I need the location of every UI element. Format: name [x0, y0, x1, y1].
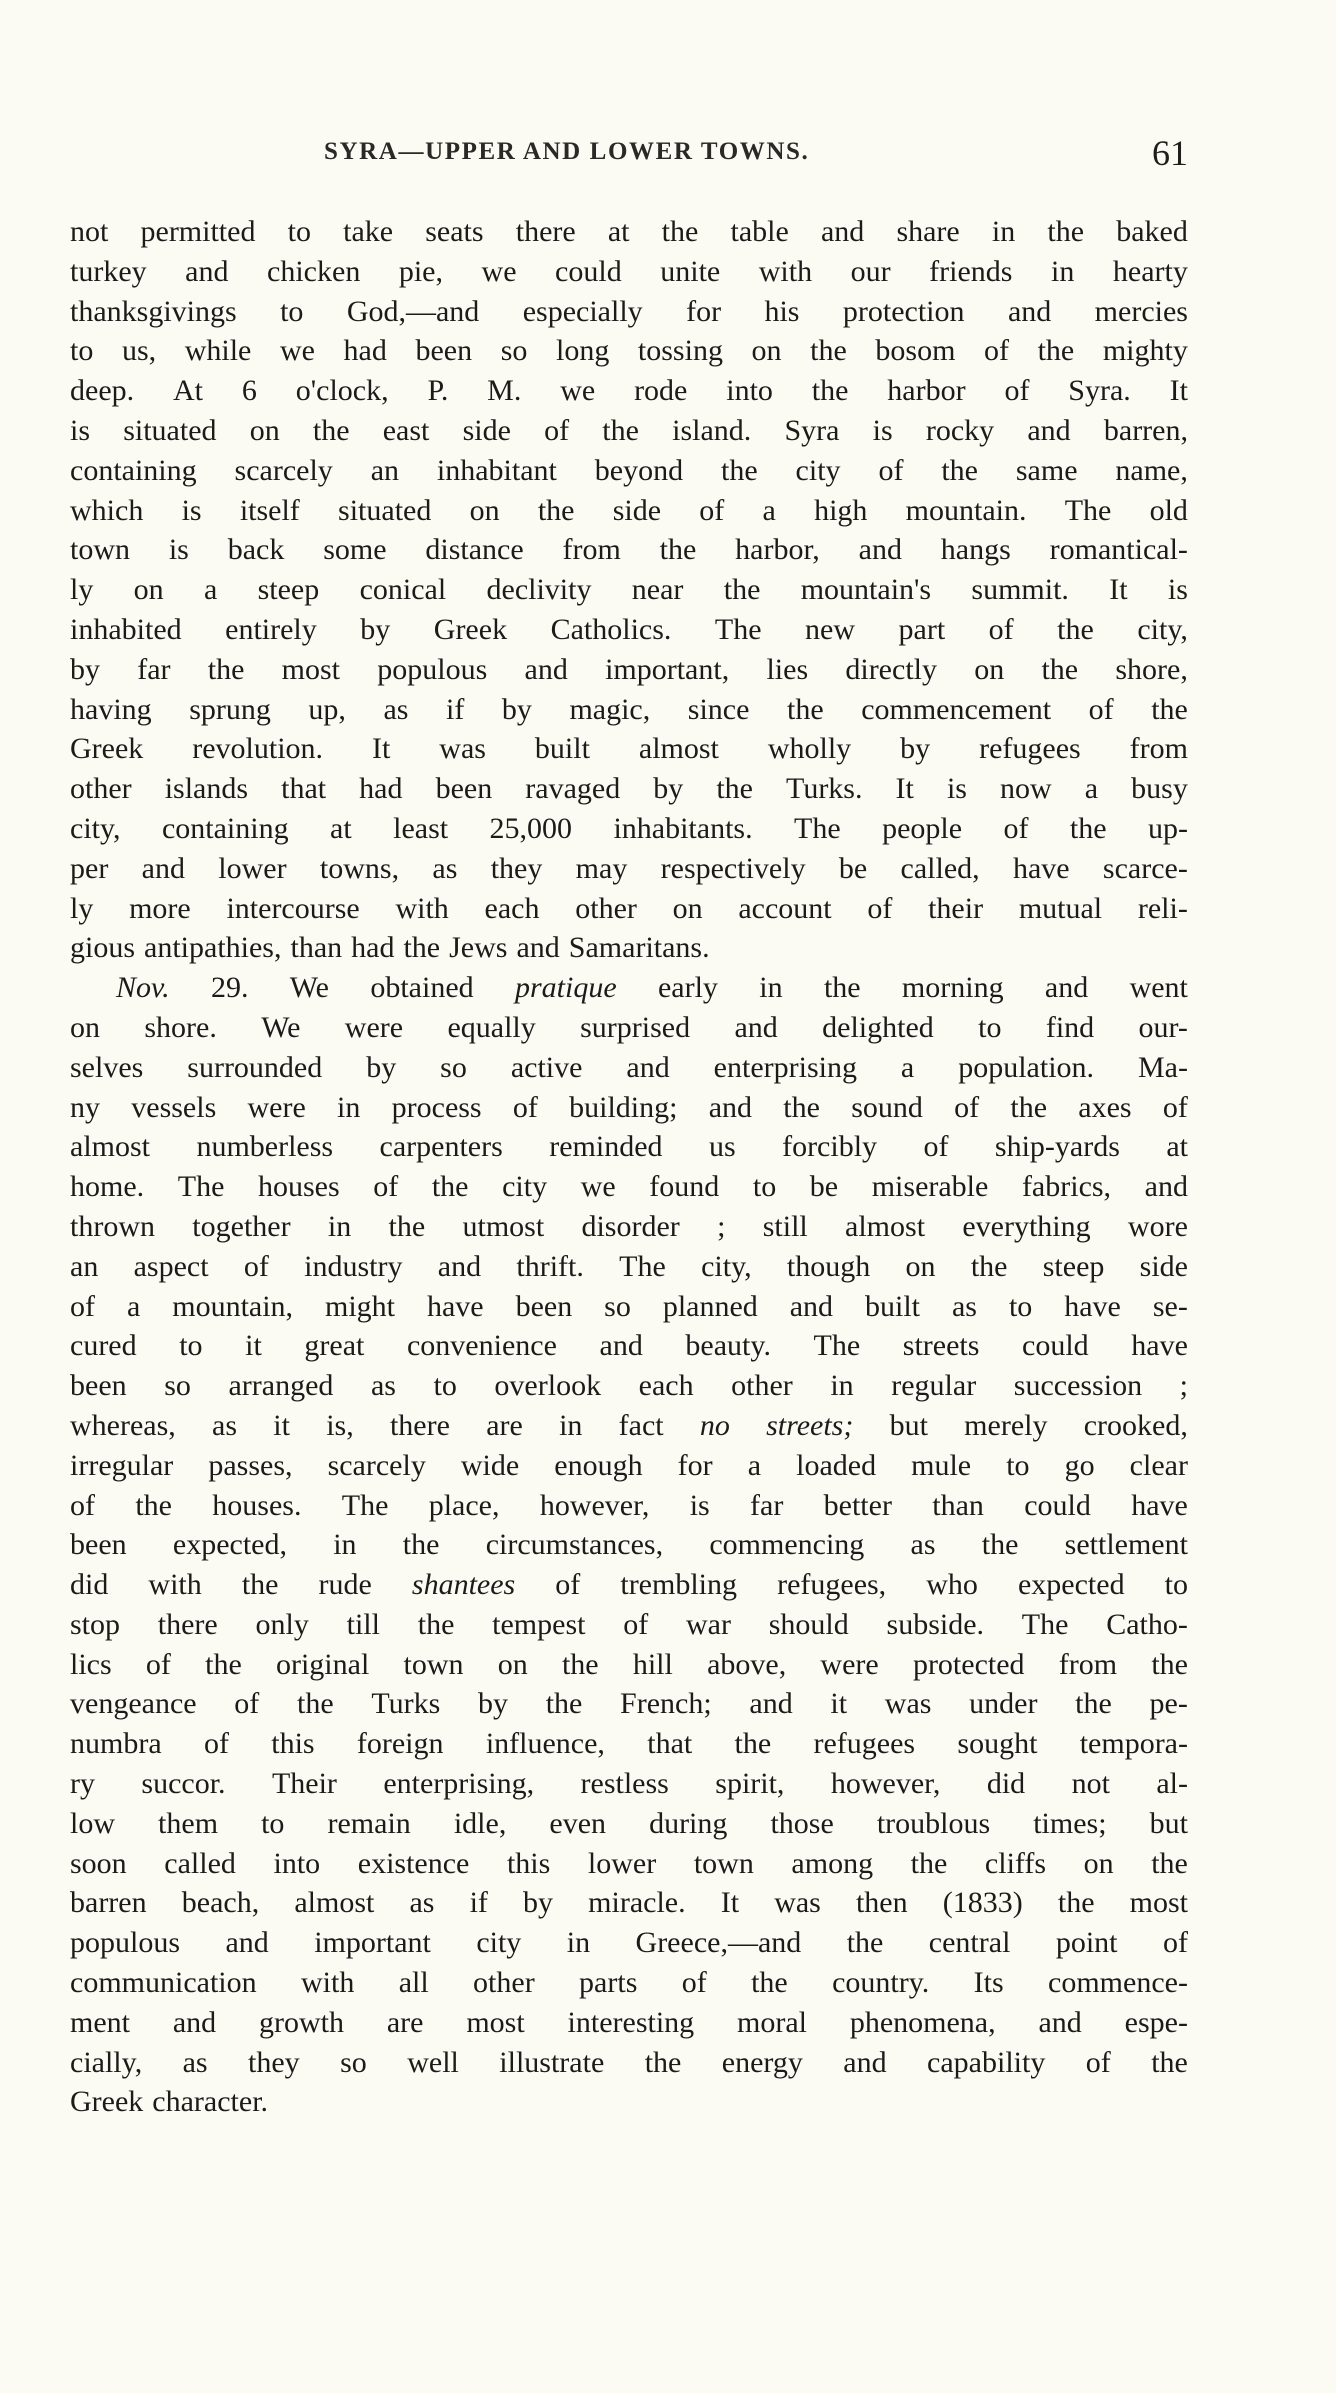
text-line: inhabited entirely by Greek Catholics. The new part of the city, [70, 612, 1188, 646]
page-number: 61 [1152, 133, 1188, 173]
text-line: other islands that had been ravaged by the Turks. It is now a busy [70, 772, 1188, 806]
text-line: did with the rude shantees of trembling refugees, who expected to [70, 1568, 1188, 1602]
text-line: not permitted to take seats there at the table and share in the baked [70, 215, 1188, 248]
text-line: populous and important city in Greece,—and the central point of [70, 1926, 1188, 1960]
text-line: stop there only till the tempest of war should subside. The Catho- [70, 1607, 1188, 1641]
text-line: lics of the original town on the hill above, were protected from the [70, 1647, 1188, 1681]
text-line: communication with all other parts of the country. Its commence- [70, 1966, 1188, 2000]
text-line: of a mountain, might have been so planned and built as to have se- [70, 1289, 1188, 1323]
text-line: low them to remain idle, even during those troublous times; but [70, 1806, 1188, 1840]
text-line: numbra of this foreign influence, that the refugees sought tempora- [70, 1727, 1188, 1761]
text-line: cially, as they so well illustrate the energy and capability of the [70, 2045, 1188, 2079]
text-line: per and lower towns, as they may respectively be called, have scarce- [70, 851, 1188, 885]
text-line: containing scarcely an inhabitant beyond the city of the same name, [70, 453, 1188, 487]
text-line: whereas, as it is, there are in fact no streets; but merely crooked, [70, 1408, 1188, 1442]
text-line: ny vessels were in process of building; and the sound of the axes of [70, 1090, 1188, 1124]
text-line: Greek character. [70, 2085, 269, 2119]
text-line: turkey and chicken pie, we could unite with our friends in hearty [70, 254, 1188, 288]
text-line: ry succor. Their enterprising, restless spirit, however, did not al- [70, 1767, 1188, 1801]
running-head [70, 132, 1188, 172]
text-line: soon called into existence this lower town among the cliffs on the [70, 1846, 1188, 1880]
text-line: vengeance of the Turks by the French; and it was under the pe- [70, 1687, 1188, 1721]
text-line: selves surrounded by so active and enterprising a population. Ma- [70, 1050, 1188, 1084]
text-line: to us, while we had been so long tossing on the bosom of the mighty [70, 334, 1188, 368]
text-line: thrown together in the utmost disorder ; still almost everything wore [70, 1209, 1188, 1243]
text-line: irregular passes, scarcely wide enough for a loaded mule to go clear [70, 1448, 1188, 1482]
text-line: gious antipathies, than had the Jews and Samaritans. [70, 931, 710, 965]
text-line: ment and growth are most interesting moral phenomena, and espe- [70, 2005, 1188, 2039]
text-line: which is itself situated on the side of a high mountain. The old [70, 493, 1188, 527]
body-text [70, 212, 1188, 2122]
text-line: deep. At 6 o'clock, P. M. we rode into the harbor of Syra. It [70, 374, 1188, 408]
text-line: ly more intercourse with each other on account of their mutual reli- [70, 891, 1188, 925]
text-line: Greek revolution. It was built almost wholly by refugees from [70, 732, 1188, 766]
text-line: city, containing at least 25,000 inhabitants. The people of the up- [70, 811, 1188, 845]
text-line: almost numberless carpenters reminded us forcibly of ship-yards at [70, 1130, 1188, 1164]
text-line: been expected, in the circumstances, commencing as the settlement [70, 1528, 1188, 1562]
text-line: thanksgivings to God,—and especially for his protection and mercies [70, 294, 1188, 328]
text-line: by far the most populous and important, lies directly on the shore, [70, 652, 1188, 686]
text-line: having sprung up, as if by magic, since the commencement of the [70, 692, 1188, 726]
text-line: of the houses. The place, however, is far better than could have [70, 1488, 1188, 1522]
text-line: is situated on the east side of the island. Syra is rocky and barren, [70, 413, 1188, 447]
chapter-running-title: SYRA—UPPER AND LOWER TOWNS. [324, 138, 810, 165]
text-line: been so arranged as to overlook each other in regular succession ; [70, 1369, 1188, 1403]
text-line: cured to it great convenience and beauty. The streets could have [70, 1329, 1188, 1363]
text-line: on shore. We were equally surprised and delighted to find our- [70, 1010, 1188, 1044]
text-line: an aspect of industry and thrift. The city, though on the steep side [70, 1249, 1188, 1283]
text-line: Nov. 29. We obtained pratique early in the morning and went [116, 971, 1188, 1005]
text-line: ly on a steep conical declivity near the mountain's summit. It is [70, 573, 1188, 607]
text-line: town is back some distance from the harbor, and hangs romantical- [70, 533, 1188, 567]
text-line: home. The houses of the city we found to be miserable fabrics, and [70, 1170, 1188, 1204]
text-line: barren beach, almost as if by miracle. It was then (1833) the most [70, 1886, 1188, 1920]
